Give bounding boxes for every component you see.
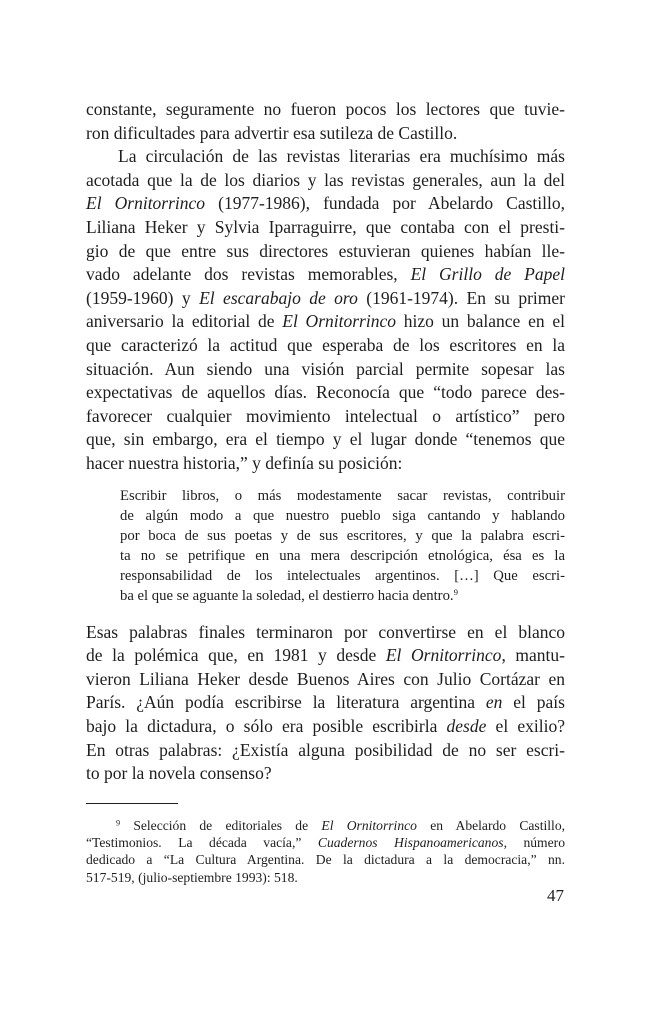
text-run: en Abelardo Castillo, <box>416 817 566 833</box>
text-line <box>86 715 565 739</box>
text-run: dedicado a “La Cultura Argentina. De la dictadura a la democracia,” nn. <box>86 852 565 868</box>
page-body <box>86 98 565 886</box>
text-run: de la polémica que, en 1981 y desde <box>86 645 386 666</box>
text-run: (1977-1986), fundada por Abelardo Castillo, <box>205 193 565 214</box>
text-line <box>86 310 565 334</box>
text-line <box>120 586 565 606</box>
text-run: “Testimonios. La década vacía,” <box>86 835 318 851</box>
text-line <box>86 668 565 692</box>
text-line <box>120 546 565 566</box>
italic-title: El Ornitorrinco <box>282 311 396 332</box>
text-run: acotada que la de los diarios y las revistas generales, aun la del <box>86 169 565 190</box>
text-run: París. ¿Aún podía escribirse la literatura argentina <box>86 692 486 713</box>
text-run: hacer nuestra historia,” y definía su posición: <box>86 452 403 473</box>
text-run: ta no se petrifique en una mera descripción etnológica, ésa es la <box>120 548 565 565</box>
block-quote <box>120 486 565 607</box>
italic-title: El Ornitorrinco <box>321 817 417 833</box>
text-line <box>86 358 565 382</box>
text-run: favorecer cualquier movimiento intelectual o artístico” pero <box>86 405 565 426</box>
text-line <box>86 169 565 193</box>
text-line <box>86 452 565 476</box>
text-run: Selección de editoriales de <box>120 817 322 833</box>
text-run: vieron Liliana Heker desde Buenos Aires con Julio Cortázar en <box>86 668 565 689</box>
text-run: aniversario la editorial de <box>86 311 283 332</box>
footnote-marker: 9 <box>116 818 121 828</box>
page-number: 47 <box>547 886 564 905</box>
text-run: por boca de sus poetas y de sus escritores, y que la palabra escri- <box>120 527 565 544</box>
text-line <box>86 869 565 886</box>
text-line <box>120 566 565 586</box>
text-run: La circulación de las revistas literarias era muchísimo más <box>118 146 565 167</box>
text-run: constante, seguramente no fueron pocos los lectores que tuvie- <box>86 99 565 119</box>
text-run: situación. Aun siendo una visión parcial permite sopesar las <box>86 358 565 379</box>
text-run: Liliana Heker y Sylvia Iparraguirre, que contaba con el presti- <box>86 216 565 237</box>
text-run: de algún modo a que nuestro pueblo siga cantando y hablando <box>120 507 565 524</box>
italic-title: El Grillo de Papel <box>410 264 565 285</box>
text-run: to por la novela consenso? <box>86 763 272 784</box>
text-line <box>86 691 565 715</box>
text-line <box>86 851 565 868</box>
text-run: el exilio? <box>486 716 565 736</box>
italic-title: El Ornitorrinco <box>385 645 502 666</box>
footnote <box>86 817 565 886</box>
text-run: Esas palabras finales terminaron por convertirse en el blanco <box>86 621 565 642</box>
text-run: gio de que entre sus directores estuvieran quienes habían lle- <box>86 240 565 261</box>
text-line <box>86 240 565 264</box>
paragraph-1 <box>86 98 565 145</box>
italic-title: desde <box>446 716 487 736</box>
text-line <box>120 506 565 526</box>
text-line <box>86 834 565 851</box>
text-line <box>86 287 565 311</box>
text-line <box>86 817 565 834</box>
italic-title: El Ornitorrinco <box>86 193 206 214</box>
text-run: hizo un balance en el <box>395 311 565 332</box>
footnote-marker: 9 <box>453 587 458 598</box>
text-run: Escribir libros, o más modestamente sacar revistas, contribuir <box>120 487 565 504</box>
text-run: (1961-1974). En su primer <box>357 287 565 308</box>
text-line <box>86 263 565 287</box>
text-line <box>86 98 565 122</box>
text-run: ba el que se aguante la soledad, el destierro hacia dentro. <box>120 588 454 605</box>
text-run: 517-519, (julio-septiembre 1993): 518. <box>86 869 298 885</box>
text-line <box>120 486 565 506</box>
text-run: que, sin embargo, era el tiempo y el lugar donde “tenemos que <box>86 429 565 450</box>
paragraph-2 <box>86 145 565 475</box>
italic-title: en <box>485 692 503 713</box>
text-run: En otras palabras: ¿Existía alguna posibilidad de no ser escri- <box>86 739 565 760</box>
text-run: responsabilidad de los intelectuales argentinos. […] Que escri- <box>120 568 565 585</box>
text-line <box>86 334 565 358</box>
text-run: bajo la dictadura, o sólo era posible escribirla <box>86 716 447 736</box>
text-run: , mantu- <box>501 645 565 666</box>
footnote-separator <box>86 803 178 804</box>
text-line <box>86 216 565 240</box>
paragraph-3 <box>86 621 565 786</box>
text-line <box>86 145 565 169</box>
text-line <box>86 621 565 645</box>
text-line <box>86 405 565 429</box>
text-line <box>86 122 565 146</box>
text-line <box>86 739 565 763</box>
text-run: (1959-1960) y <box>86 287 200 308</box>
text-line <box>86 192 565 216</box>
text-line <box>120 526 565 546</box>
text-run: , número <box>503 835 565 851</box>
text-line <box>86 644 565 668</box>
text-line <box>86 381 565 405</box>
text-run: que caracterizó la actitud que esperaba de los escritores en la <box>86 334 565 355</box>
text-line <box>86 762 565 786</box>
italic-title: El escarabajo de oro <box>199 287 358 308</box>
text-run: ron dificultades para advertir esa sutileza de Castillo. <box>86 122 458 143</box>
italic-title: Cuadernos Hispanoamericanos <box>317 835 504 851</box>
text-run: vado adelante dos revistas memorables, <box>86 264 411 285</box>
text-run: expectativas de aquellos días. Reconocía que “todo parece des- <box>86 382 565 403</box>
text-run: el país <box>502 692 565 713</box>
text-line <box>86 428 565 452</box>
